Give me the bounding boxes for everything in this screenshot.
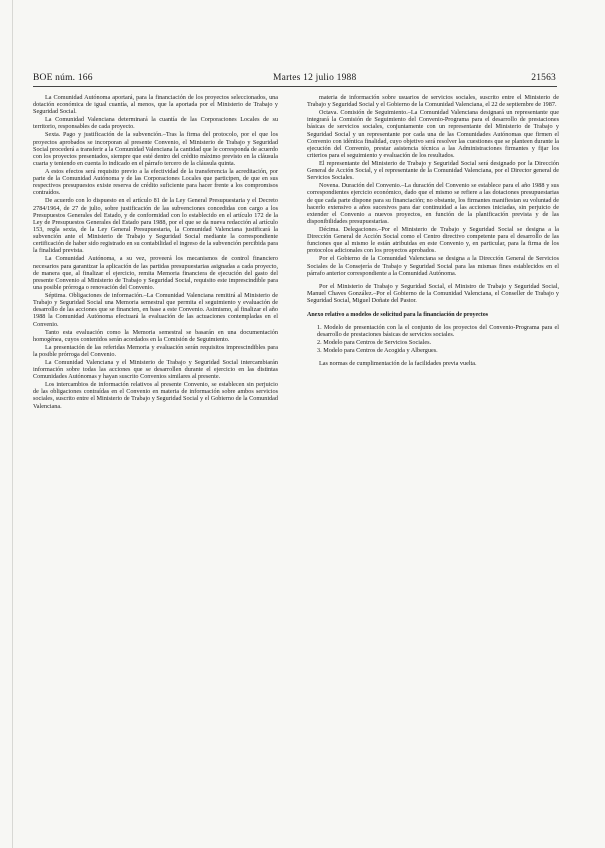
paragraph: La Comunidad Autónoma, a su vez, proveerá los mecanismos de control financiero necesarios para garantizar la aplicación de las partidas presupuestarias asignadas a cada proyecto, de manera que, al finalizar el ejercicio, remita Memoria financiera de ejecución del gasto del presente Convenio al Ministerio de Trabajo y Seguridad Social, requisito este imprescindible para una posible prórroga o renovación del Convenio. — [33, 255, 278, 292]
header-rule — [33, 86, 557, 87]
annex-item: 1. Modelo de presentación con la el conjunto de los proyectos del Convenio-Programa para el desarrollo de prestaciones básicas de servicios sociales. — [317, 323, 559, 338]
paragraph: Tanto esta evaluación como la Memoria semestral se basarán en una documentación homogénea, cuyos contenidos serán acordados en la Comisión de Seguimiento. — [33, 328, 278, 343]
paragraph: materia de información sobre usuarios de servicios sociales, suscrito entre el Ministerio de Trabajo y Seguridad Social y el Gobierno de la Comunidad Valenciana, el 22 de septiembre de 1987. — [307, 94, 559, 109]
paragraph: Octava. Comisión de Seguimiento.–La Comunidad Valenciana designará un representante que integrará la Comisión de Seguimiento del Convenio-Programa para el desarrollo de prestaciones básicas de servicios sociales, conjuntamente con un representante del Ministerio de Trabajo y Seguridad Social y un representante por cada una de las Comunidades Autónomas que firmen el Convenio con idéntica finalidad, cuyo objetivo será resolver las cuestiones que se planteen durante la ejecución del Convenio, prestar asistencia técnica a las Administraciones firmantes y fijar los criterios para el seguimiento y evaluación de los resultados. — [307, 109, 559, 160]
annex-footer: Las normas de cumplimentación de la facilidades previa vuelta. — [319, 359, 477, 367]
page-number: 21563 — [531, 73, 556, 83]
paragraph: Los intercambios de información relativos al presente Convenio, se establecen sin perjuicio de las obligaciones contraídas en el Convenio en materia de información sobre ambos servicios sociales, suscrito entre el Ministerio de Trabajo y Seguridad Social y el Gobierno de la Comunidad Valenciana. — [33, 381, 278, 410]
paragraph: La presentación de las referidas Memoria y evaluación serán requisitos imprescindibles para la posible prórroga del Convenio. — [33, 343, 278, 358]
paragraph: Séptima. Obligaciones de información.–La Comunidad Valenciana remitirá al Ministerio de Trabajo y Seguridad Social una Memoria semestral que permita el seguimiento y evaluación de desarrollo de las acciones que se financien, en base a este Convenio. Asimismo, al finalizar el año 1988 la Comunidad Autónoma efectuará la evaluación de las actuaciones contempladas en el Convenio. — [33, 292, 278, 328]
right-column — [307, 94, 559, 368]
paragraph: Por el Gobierno de la Comunidad Valenciana se designa a la Dirección General de Servicios Sociales de la Consejería de Trabajo y Seguridad Social para las mismas fines establecidos en el párrafo anterior correspondiente a la Comunidad Autónoma. — [307, 255, 559, 277]
left-column — [33, 94, 278, 410]
paragraph: Décima. Delegaciones.–Por el Ministerio de Trabajo y Seguridad Social se designa a la Dirección General de Acción Social como el Centro directivo competente para el desarrollo de las funciones que al mismo le están atribuidas en este Convenio y, en particular, para la firma de los protocolos adicionales con los proyectos aprobados. — [307, 226, 559, 255]
page-edge — [12, 0, 13, 848]
paragraph: La Comunidad Autónoma aportará, para la financiación de los proyectos seleccionados, una dotación económica de igual cuantía, al menos, que la aportada por el Ministerio de Trabajo y Seguridad Social. — [33, 94, 278, 116]
journal-issue: BOE núm. 166 — [33, 73, 93, 83]
signature-paragraph: Por el Ministerio de Trabajo y Seguridad Social, el Ministro de Trabajo y Seguridad Social, Manuel Chaves González.–Por el Gobierno de la Comunidad Valenciana, el Conseller de Trabajo y Seguridad Social, Miguel Doñate del Pastor. — [307, 282, 559, 305]
annex-title: Anexo relativo a modelos de solicitud para la financiación de proyectos — [307, 312, 489, 319]
paragraph: El representante del Ministerio de Trabajo y Seguridad Social será designado por la Dirección General de Acción Social, y el representante de la Comunidad Valenciana, por el Director general de Servicios Sociales. — [307, 160, 559, 182]
publication-date: Martes 12 julio 1988 — [273, 73, 357, 83]
paragraph: La Comunidad Valenciana y el Ministerio de Trabajo y Seguridad Social intercambiarán información sobre todas las acciones que se desarrollen durante el ejercicio en las distintas Comunidades Autónomas y hayan suscrito Convenios similares al presente. — [33, 358, 278, 381]
paragraph: La Comunidad Valenciana determinará la cuantía de las Corporaciones Locales de su territorio, responsables de cada proyecto. — [33, 116, 278, 131]
paragraph: A estos efectos será requisito previo a la efectividad de la transferencia la acreditación, por parte de la Comunidad Autónoma y de las Corporaciones Locales que participen, de que en sus respectivos presupuestos existe reserva de crédito suficiente para hacer frente a los compromisos contraídos. — [33, 167, 278, 197]
paragraph: Sexta. Pago y justificación de la subvención.–Tras la firma del protocolo, por el que los proyectos aprobados se incorporan al presente Convenio, el Ministerio de Trabajo y Seguridad Social procederá a transferir a la Comunidad Valenciana la cantidad que le corresponda de acuerdo con los proyectos presentados, siempre que esté dentro del crédito máximo previsto en la cláusula cuarta y teniendo en cuenta lo indicado en el párrafo tercero de la cláusula quinta. — [33, 131, 278, 167]
paragraph: De acuerdo con lo dispuesto en el artículo 81 de la Ley General Presupuestaria y el Decreto 2784/1964, de 27 de julio, sobre justificación de las subvenciones concedidas con cargo a los Presupuestos Generales del Estado, y de conformidad con lo establecido en el artículo 172 de la Ley de Presupuestos Generales del Estado para 1988, por el que se da nueva redacción al artículo 153, regla sexta, de la Ley General Presupuestaria, la Comunidad Valenciana justificará la subvención ante el Ministerio de Trabajo y Seguridad Social mediante la correspondiente certificación de haber sido registrado en su contabilidad el ingreso de la subvención percibida para la finalidad prevista. — [33, 197, 278, 255]
paragraph: Novena. Duración del Convenio.–La duración del Convenio se establece para el año 1988 y sus correspondientes ejercicio económico, dado que el mismo se refiere a las dotaciones presupuestarias de que cada parte dispone para su financiación; no obstante, los firmantes manifiestan su voluntad de hacerlo extensivo a años sucesivos para dar continuidad a las acciones iniciadas, sin perjuicio de extender el Convenio a nuevos proyectos, en función de la planificación prevista y de las disponibilidades presupuestarias. — [307, 182, 559, 226]
annex-item: 3. Modelo para Centros de Acogida y Albergues. — [317, 346, 438, 354]
page-header — [33, 73, 556, 87]
annex-item: 2. Modelo para Centros de Servicios Sociales. — [317, 338, 432, 346]
